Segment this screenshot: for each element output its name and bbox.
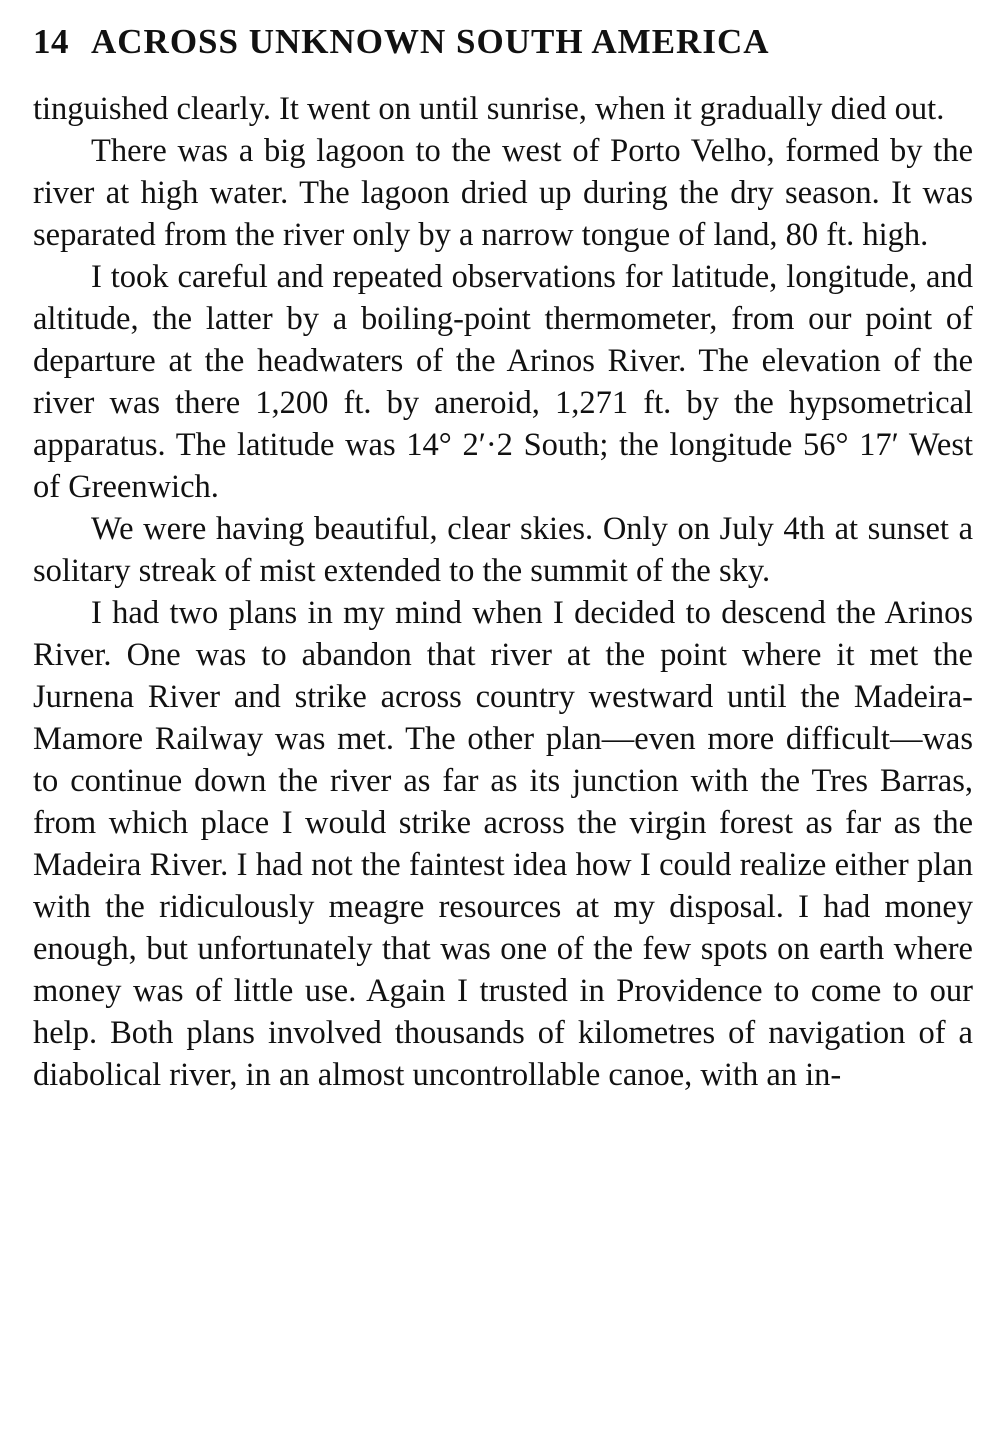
text-body: [33, 88, 973, 1096]
book-page: [33, 22, 973, 1096]
page-number: 14: [33, 22, 69, 61]
paragraph-skies: We were having beautiful, clear skies. Only on July 4th at sunset a solitary streak of mist extended to the summit of the sky.: [33, 511, 973, 589]
running-title: ACROSS UNKNOWN SOUTH AMERICA: [91, 22, 770, 61]
paragraph-continued: tinguished clearly. It went on until sunrise, when it gradually died out.: [33, 91, 945, 127]
paragraph-lagoon: There was a big lagoon to the west of Porto Velho, formed by the river at high water. The lagoon dried up during the dry season. It was separated from the river only by a narrow tongue of land, 80 ft. high.: [33, 133, 973, 253]
paragraph-observations: I took careful and repeated observations for latitude, longitude, and altitude, the latter by a boiling-point thermometer, from our point of departure at the headwaters of the Arinos River. The elevation of the river was there 1,200 ft. by aneroid, 1,271 ft. by the hypsometrical apparatus. The latitude was 14° 2′·2 South; the longitude 56° 17′ West of Greenwich.: [33, 259, 973, 505]
paragraph-plans: I had two plans in my mind when I decided to descend the Arinos River. One was to abandon that river at the point where it met the Jurnena River and strike across country westward until the Madeira-Mamore Railway was met. The other plan—even more difficult—was to continue down the river as far as its junction with the Tres Barras, from which place I would strike across the virgin forest as far as the Madeira River. I had not the faintest idea how I could realize either plan with the ridiculously meagre resources at my disposal. I had money enough, but unfortunately that was one of the few spots on earth where money was of little use. Again I trusted in Providence to come to our help. Both plans involved thousands of kilometres of navigation of a diabolical river, in an almost uncontrollable canoe, with an in-: [33, 595, 973, 1093]
running-head: [33, 22, 973, 80]
